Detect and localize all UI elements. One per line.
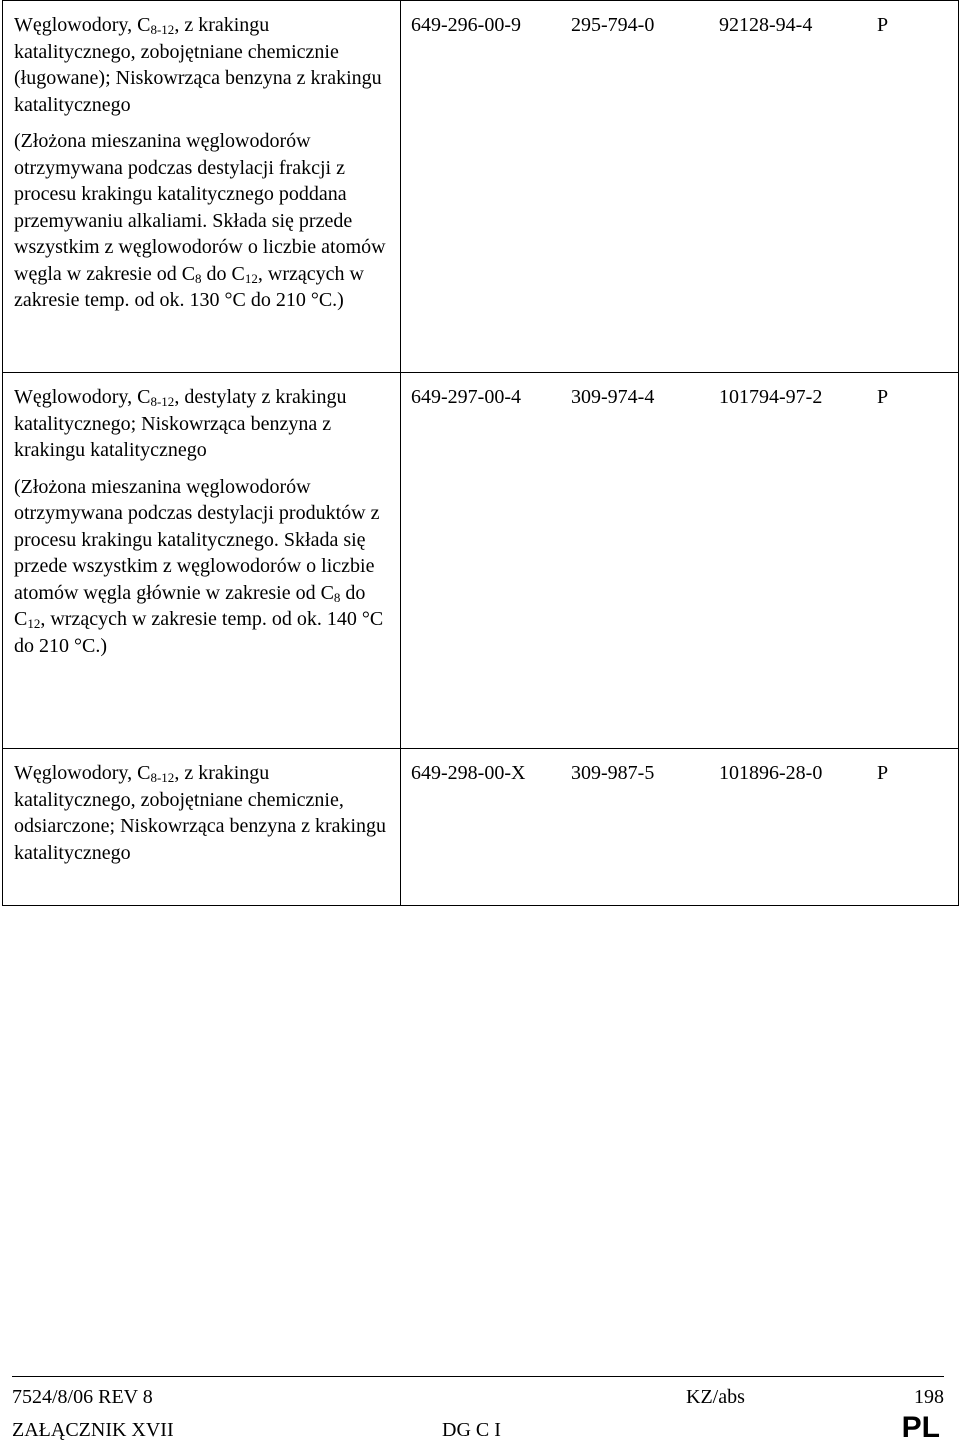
cas-number: 101896-28-0 [719, 762, 823, 784]
substance-name [14, 12, 392, 118]
substance-codes-cell [401, 749, 959, 906]
footer-line-1 [12, 1384, 944, 1410]
text: do C [14, 581, 366, 630]
text: Węglowodory, C [14, 14, 151, 36]
substances-table [2, 0, 959, 906]
document-reference: 7524/8/06 REV 8 [12, 1386, 153, 1408]
subscript: 8-12 [150, 394, 175, 409]
annex-label: ZAŁĄCZNIK XVII [12, 1419, 174, 1441]
author-initials: KZ/abs [686, 1386, 745, 1408]
note-code: P [877, 762, 889, 784]
substance-name [14, 760, 392, 866]
page-footer [12, 1376, 944, 1444]
cas-number: 92128-94-4 [719, 14, 813, 36]
ec-index-number: 649-297-00-4 [411, 386, 521, 408]
text: , wrzących w zakresie temp. od ok. 130 °C do 210 °C.) [14, 262, 364, 311]
substance-description-cell [3, 749, 401, 906]
substance-description [14, 128, 392, 314]
cas-number: 101794-97-2 [719, 386, 823, 408]
footer-line-2 [12, 1411, 944, 1444]
subscript: 12 [244, 270, 258, 286]
language-code: PL [901, 1411, 940, 1444]
text: Węglowodory, C [14, 386, 151, 408]
subscript: 8 [195, 270, 202, 286]
text: do C [201, 262, 245, 285]
substance-name [14, 384, 392, 464]
text: , z krakingu katalitycznego, zobojętniane chemicznie, odsiarczone; Niskowrząca benzyna z krakingu katalitycznego [14, 762, 387, 864]
text: , z krakingu katalitycznego, zobojętniane chemicznie (ługowane); Niskowrząca benzyna z krakingu katalitycznego [14, 14, 382, 116]
directorate-label: DG C I [442, 1419, 501, 1441]
substance-description-cell [3, 373, 401, 749]
text: (Złożona mieszanina węglowodorów otrzymywana podczas destylacji frakcji z procesu krakingu katalitycznego poddana przemywaniu alkaliami. Składa się przede wszystkim z węglowodorów o liczbie atomów węgla w zakresie od C [14, 130, 386, 285]
note-code: P [877, 14, 889, 36]
substance-description [14, 474, 392, 660]
einecs-number: 309-974-4 [571, 386, 655, 408]
substance-description-cell [3, 1, 401, 373]
ec-index-number: 649-296-00-9 [411, 14, 521, 36]
text: , wrzących w zakresie temp. od ok. 140 °C do 210 °C.) [14, 608, 384, 657]
einecs-number: 309-987-5 [571, 762, 655, 784]
table-row [3, 1, 959, 373]
substance-codes-cell [401, 1, 959, 373]
subscript: 8-12 [150, 22, 175, 37]
table-row [3, 373, 959, 749]
page-number: 198 [914, 1386, 944, 1408]
substance-codes-cell [401, 373, 959, 749]
text: (Złożona mieszanina węglowodorów otrzymywana podczas destylacji produktów z procesu krakingu katalitycznego. Składa się przede wszystkim z węglowodorów o liczbie atomów węgla głównie w zakresie od C [14, 475, 380, 604]
subscript: 12 [27, 616, 41, 631]
subscript: 8-12 [150, 770, 175, 785]
note-code: P [877, 386, 889, 408]
ec-index-number: 649-298-00-X [411, 762, 526, 784]
einecs-number: 295-794-0 [571, 14, 655, 36]
text: Węglowodory, C [14, 762, 151, 784]
subscript: 8 [333, 589, 341, 605]
text: , destylaty z krakingu katalitycznego; Niskowrząca benzyna z krakingu katalitycznego [14, 386, 347, 461]
table-row [3, 749, 959, 906]
